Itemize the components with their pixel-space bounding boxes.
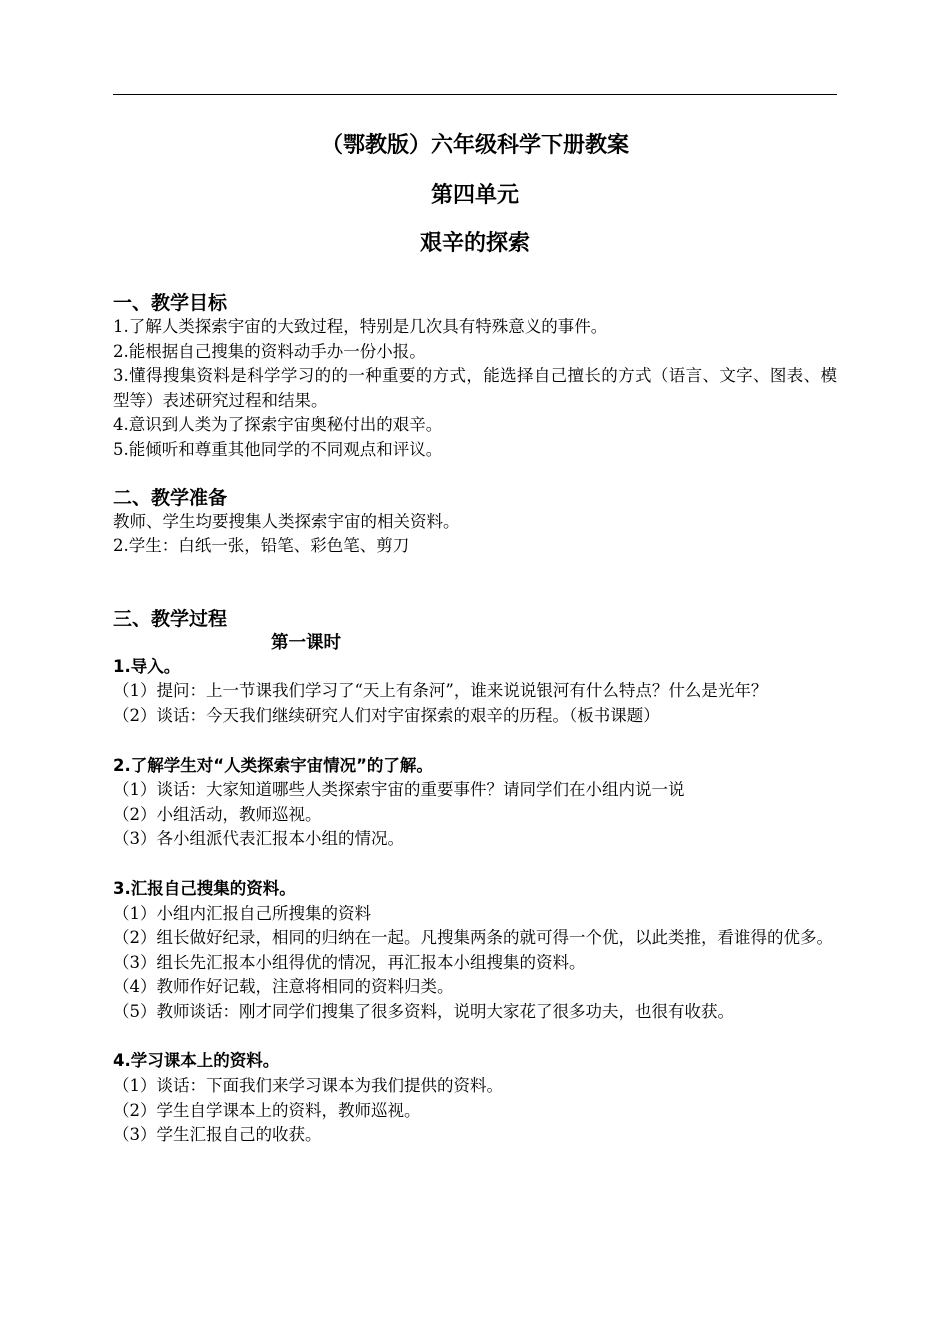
teaching-process-section	[113, 607, 837, 1148]
step-block	[113, 655, 837, 729]
goal-item: 4.意识到人类为了探索宇宙奥秘付出的艰辛。	[113, 415, 443, 435]
step-item: （1）谈话：下面我们来学习课本为我们提供的资料。	[113, 1076, 503, 1096]
section-heading-process: 三、教学过程	[113, 607, 228, 630]
document-body	[113, 132, 837, 1148]
teaching-goals-section	[113, 291, 837, 463]
goal-item: 2.能根据自己搜集的资料动手办一份小报。	[113, 341, 426, 361]
step-item: （1）提问：上一节课我们学习了“天上有条河”，谁来说说银河有什么特点？什么是光年？	[113, 681, 768, 701]
step-block	[113, 754, 837, 852]
section-heading-goals: 一、教学目标	[113, 292, 228, 314]
header-rule	[113, 94, 837, 95]
step-title: 1.导入。	[113, 656, 181, 676]
step-item: （3）学生汇报自己的收获。	[113, 1125, 322, 1145]
goal-item: 3.懂得搜集资料是科学学习的的一种重要的方式，能选择自己擅长的方式（语言、文字、图表、模型等）表述研究过程和结果。	[113, 366, 837, 410]
step-item: （4）教师作好记载，注意将相同的资料归类。	[113, 977, 454, 997]
step-item: （2）组长做好纪录，相同的归纳在一起。凡搜集两条的就可得一个优，以此类推，看谁得的优多。	[113, 928, 833, 948]
step-item: （5）教师谈话：刚才同学们搜集了很多资料，说明大家花了很多功夫，也很有收获。	[113, 1001, 734, 1021]
step-block	[113, 877, 837, 1025]
step-item: （1）谈话：大家知道哪些人类探索宇宙的重要事件？请同学们在小组内说一说	[113, 780, 685, 800]
step-title: 4.学习课本上的资料。	[113, 1051, 280, 1071]
prep-item: 教师、学生均要搜集人类探索宇宙的相关资料。	[113, 511, 460, 531]
lesson-label: 第一课时	[271, 632, 341, 653]
unit-title: 第四单元	[430, 183, 519, 208]
step-block	[113, 1049, 837, 1147]
step-item: （1）小组内汇报自己所搜集的资料	[113, 903, 371, 923]
step-item: （2）谈话：今天我们继续研究人们对宇宙探索的艰辛的历程。（板书课题）	[113, 705, 660, 725]
section-heading-prep: 二、教学准备	[113, 486, 228, 509]
step-item: （2）学生自学课本上的资料，教师巡视。	[113, 1100, 421, 1120]
lesson-title: 艰辛的探索	[419, 231, 530, 256]
prep-item: 2.学生：白纸一张，铅笔、彩色笔、剪刀	[113, 536, 410, 556]
teaching-prep-section	[113, 486, 837, 559]
goal-item: 1.了解人类探索宇宙的大致过程，特别是几次具有特殊意义的事件。	[113, 317, 608, 336]
step-title: 2.了解学生对“人类探索宇宙情况”的了解。	[113, 755, 433, 775]
step-item: （3）组长先汇报本小组得优的情况，再汇报本小组搜集的资料。	[113, 952, 586, 972]
step-item: （3）各小组派代表汇报本小组的情况。	[113, 829, 404, 849]
goal-item: 5.能倾听和尊重其他同学的不同观点和评议。	[113, 439, 443, 459]
step-item: （2）小组活动，教师巡视。	[113, 804, 322, 824]
document-title: （鄂教版）六年级科学下册教案	[320, 133, 629, 158]
step-title: 3.汇报自己搜集的资料。	[113, 878, 296, 898]
